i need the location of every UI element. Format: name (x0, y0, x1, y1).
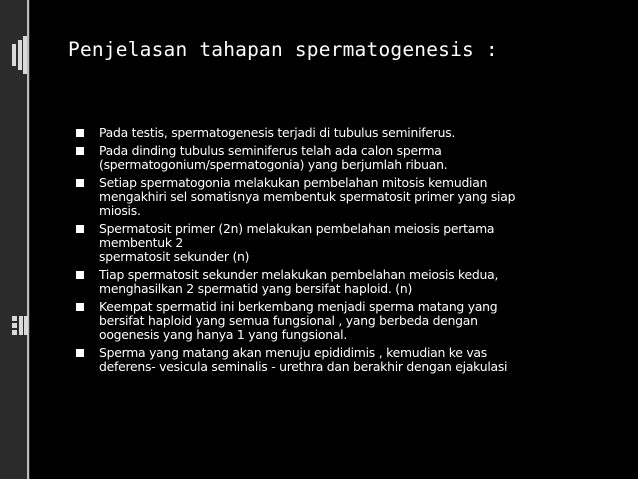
bullet-text: Tiap spermatosit sekunder melakukan pembelahan meiosis kedua, menghasilkan 2 spermatid yang bersifat haploid. (n) (99, 267, 499, 296)
bullet-item (74, 126, 629, 140)
bullet-item (74, 268, 629, 296)
square-bullet-icon (76, 349, 84, 357)
bullet-item (74, 346, 629, 374)
bullet-item (74, 144, 629, 172)
bullet-list (74, 126, 629, 378)
square-bullet-icon (76, 303, 84, 311)
bullet-text: Setiap spermatogonia melakukan pembelahan mitosis kemudian mengakhiri sel somatisnya membentuk spermatosit primer yang siap miosis. (99, 175, 516, 218)
square-bullet-icon (76, 271, 84, 279)
square-bullet-icon (76, 179, 84, 187)
bullet-text: Spermatosit primer (2n) melakukan pembelahan meiosis pertama membentuk 2 spermatosit sekunder (n) (99, 221, 495, 264)
slide-title: Penjelasan tahapan spermatogenesis : (68, 38, 498, 61)
square-bullet-icon (76, 147, 84, 155)
bullet-text: Sperma yang matang akan menuju epididimis , kemudian ke vas deferens- vesicula seminalis - urethra dan berakhir dengan ejakulasi (99, 345, 508, 374)
side-divider-line (27, 0, 29, 479)
square-bullet-icon (76, 225, 84, 233)
square-bullet-icon (76, 129, 84, 137)
bullet-item (74, 176, 629, 218)
bullet-item (74, 222, 629, 264)
bullet-text: Pada testis, spermatogenesis terjadi di tubulus seminiferus. (99, 125, 456, 140)
bullet-text: Keempat spermatid ini berkembang menjadi sperma matang yang bersifat haploid yang semua fungsional , yang berbeda dengan oogenesis yang hanya 1 yang fungsional. (99, 299, 498, 342)
bullet-item (74, 300, 629, 342)
bullet-text: Pada dinding tubulus seminiferus telah ada calon sperma (spermatogonium/spermatogonia) yang berjumlah ribuan. (99, 143, 448, 172)
